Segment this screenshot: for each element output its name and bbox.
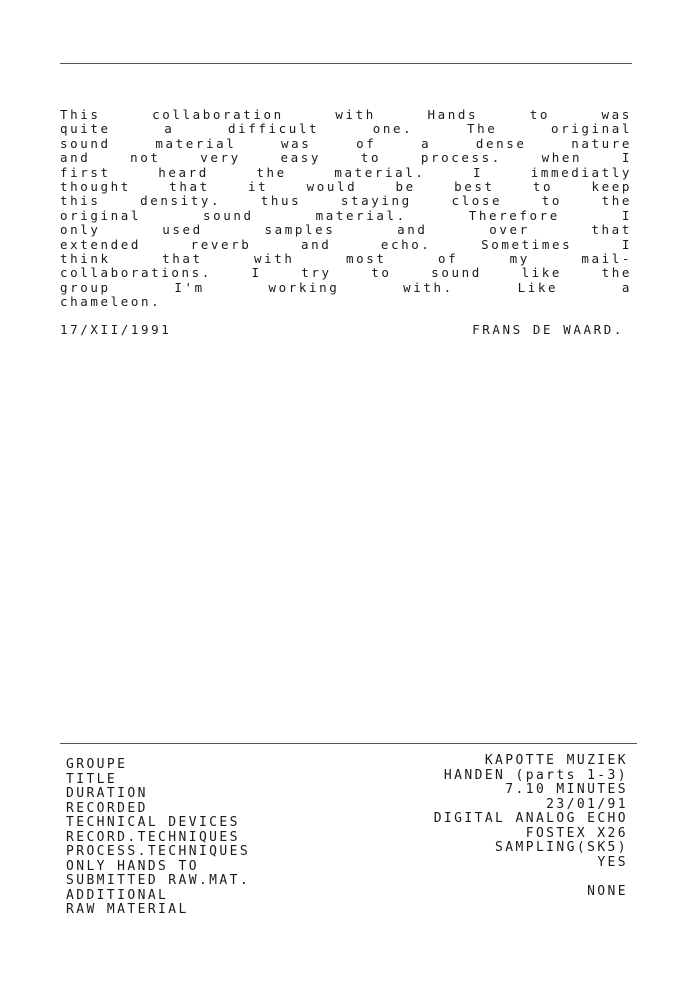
paragraph-word: process. <box>420 150 502 166</box>
paragraph-word: keep <box>591 178 632 194</box>
field-label: SUBMITTED RAW.MAT. <box>66 873 251 888</box>
paragraph-word: would <box>306 178 358 194</box>
paragraph-word: the <box>601 265 632 281</box>
paragraph-word: close <box>451 193 503 209</box>
field-value: HANDEN (parts 1-3) <box>443 767 628 783</box>
paragraph-word: I <box>621 207 632 223</box>
field-value: YES <box>597 854 628 870</box>
paragraph-word: I <box>621 236 632 252</box>
paragraph-word: that <box>591 222 632 238</box>
paragraph-word: one. <box>372 121 414 137</box>
paragraph-word: to <box>371 265 392 281</box>
paragraph-word: over <box>489 222 530 238</box>
paragraph-word: be <box>395 178 416 194</box>
paragraph-word: first <box>60 164 111 180</box>
paragraph-word: material. <box>334 164 426 180</box>
paragraph-word: of <box>356 135 377 151</box>
paragraph-word: I'm <box>174 279 205 295</box>
field-label: TITLE <box>66 771 118 787</box>
paragraph-word: I <box>251 265 262 281</box>
field-label: ADDITIONAL <box>66 887 169 903</box>
paragraph-word: samples <box>264 222 336 238</box>
paragraph-word: with <box>254 250 295 266</box>
date-line: 17/XII/1991 <box>60 322 172 337</box>
paragraph-word: staying <box>340 193 412 209</box>
signature-line: FRANS DE WAARD. <box>472 322 624 337</box>
paragraph-word: reverb <box>190 236 252 252</box>
paragraph-word: with. <box>403 279 454 295</box>
paragraph-word: mail- <box>581 250 632 266</box>
paragraph-word: difficult <box>228 121 320 137</box>
paragraph-word: used <box>162 222 203 238</box>
statement-paragraph <box>60 108 632 309</box>
paragraph-word: of <box>437 250 459 266</box>
paragraph-word: immediatly <box>530 164 632 180</box>
paragraph-word: heard <box>158 164 209 180</box>
paragraph-word: The <box>466 121 498 137</box>
paragraph-word: collaborations. <box>60 265 212 281</box>
field-label: RECORDED <box>66 800 148 816</box>
form-divider <box>60 743 637 744</box>
paragraph-word: to <box>360 150 382 166</box>
paragraph-word: this <box>60 193 101 209</box>
paragraph-word: quite <box>60 121 111 137</box>
paragraph-word: when <box>541 150 583 166</box>
paragraph-word: original <box>60 207 142 223</box>
paragraph-line <box>60 194 632 208</box>
paragraph-word: to <box>541 193 562 209</box>
field-value: DIGITAL ANALOG ECHO <box>433 811 628 826</box>
paragraph-word: think <box>60 250 111 266</box>
paragraph-word: thought <box>60 178 131 194</box>
paragraph-word: chameleon. <box>60 294 162 310</box>
paragraph-word: and <box>300 236 332 252</box>
paragraph-line <box>60 281 632 295</box>
paragraph-word: I <box>621 150 632 166</box>
paragraph-line <box>60 252 632 266</box>
paragraph-word: that <box>162 250 203 266</box>
paragraph-word: thus <box>260 193 302 209</box>
paragraph-word: sound <box>60 135 111 151</box>
paragraph-word: like <box>521 265 562 281</box>
paragraph-word: sound <box>202 207 254 223</box>
paragraph-word: and <box>60 150 91 166</box>
paragraph-word: material. <box>315 207 407 223</box>
paragraph-word: a <box>164 121 175 137</box>
field-label: TECHNICAL DEVICES <box>66 815 240 830</box>
paragraph-word: not <box>130 150 161 166</box>
paragraph-word: that <box>169 178 210 194</box>
form-field-values <box>434 754 628 899</box>
paragraph-word: try <box>301 265 332 281</box>
paragraph-word: extended <box>60 236 142 252</box>
paragraph-word: easy <box>280 150 322 166</box>
paragraph-word: echo. <box>380 236 432 252</box>
paragraph-line <box>60 209 632 223</box>
paragraph-word: I <box>473 164 484 180</box>
field-value: 7.10 MINUTES <box>505 782 628 797</box>
field-value: FOSTEX X26 <box>525 825 628 841</box>
paragraph-word: with <box>335 107 376 122</box>
field-value <box>434 870 628 885</box>
field-value: 23/01/91 <box>546 796 628 812</box>
paragraph-word: Hands <box>427 107 479 122</box>
paragraph-line <box>60 108 632 122</box>
paragraph-word: working <box>268 279 340 295</box>
field-label: RECORD.TECHNIQUES <box>66 829 240 845</box>
field-label: PROCESS.TECHNIQUES <box>66 844 251 859</box>
paragraph-line <box>60 166 632 180</box>
paragraph-word: a <box>421 135 432 151</box>
paragraph-word: This <box>60 107 101 122</box>
paragraph-word: was <box>601 107 632 122</box>
paragraph-word: a <box>621 279 632 295</box>
paragraph-word: very <box>200 150 241 166</box>
paragraph-line <box>60 295 632 309</box>
paragraph-word: only <box>60 222 101 238</box>
paragraph-line <box>60 266 632 280</box>
paragraph-word: Like <box>517 279 559 295</box>
paragraph-word: most <box>345 250 387 266</box>
paragraph-word: material <box>155 135 237 151</box>
paragraph-word: collaboration <box>152 107 284 122</box>
paragraph-word: dense <box>475 135 527 151</box>
paragraph-line <box>60 223 632 237</box>
paragraph-word: and <box>397 222 428 238</box>
paragraph-word: was <box>281 135 312 151</box>
field-label: GROUPE <box>66 757 128 772</box>
paragraph-word: Sometimes <box>481 236 573 252</box>
paragraph-line <box>60 180 632 194</box>
paragraph-word: group <box>60 279 111 295</box>
paragraph-word: my <box>509 250 530 266</box>
paragraph-word: sound <box>431 265 482 281</box>
paragraph-word: Therefore <box>468 207 560 223</box>
field-label: RAW MATERIAL <box>66 902 189 917</box>
top-rule <box>60 63 632 64</box>
field-label: DURATION <box>66 786 148 801</box>
paragraph-word: to <box>532 178 554 194</box>
field-value: SAMPLING(SK5) <box>495 840 628 855</box>
field-value: KAPOTTE MUZIEK <box>484 753 628 768</box>
paragraph-word: it <box>248 178 269 194</box>
paragraph-word: the <box>256 164 287 180</box>
paragraph-word: original <box>550 121 632 137</box>
form-field-labels <box>66 758 250 918</box>
paragraph-word: density. <box>140 193 222 209</box>
field-label: ONLY HANDS TO <box>66 858 199 874</box>
paragraph-line <box>60 238 632 252</box>
paragraph-line <box>60 137 632 151</box>
paragraph-word: nature <box>571 135 632 151</box>
paragraph-word: to <box>529 107 550 122</box>
paragraph-word: the <box>601 193 632 209</box>
paragraph-word: best <box>454 178 495 194</box>
paragraph-line <box>60 151 632 165</box>
paragraph-line <box>60 122 632 136</box>
field-value: NONE <box>587 883 628 899</box>
